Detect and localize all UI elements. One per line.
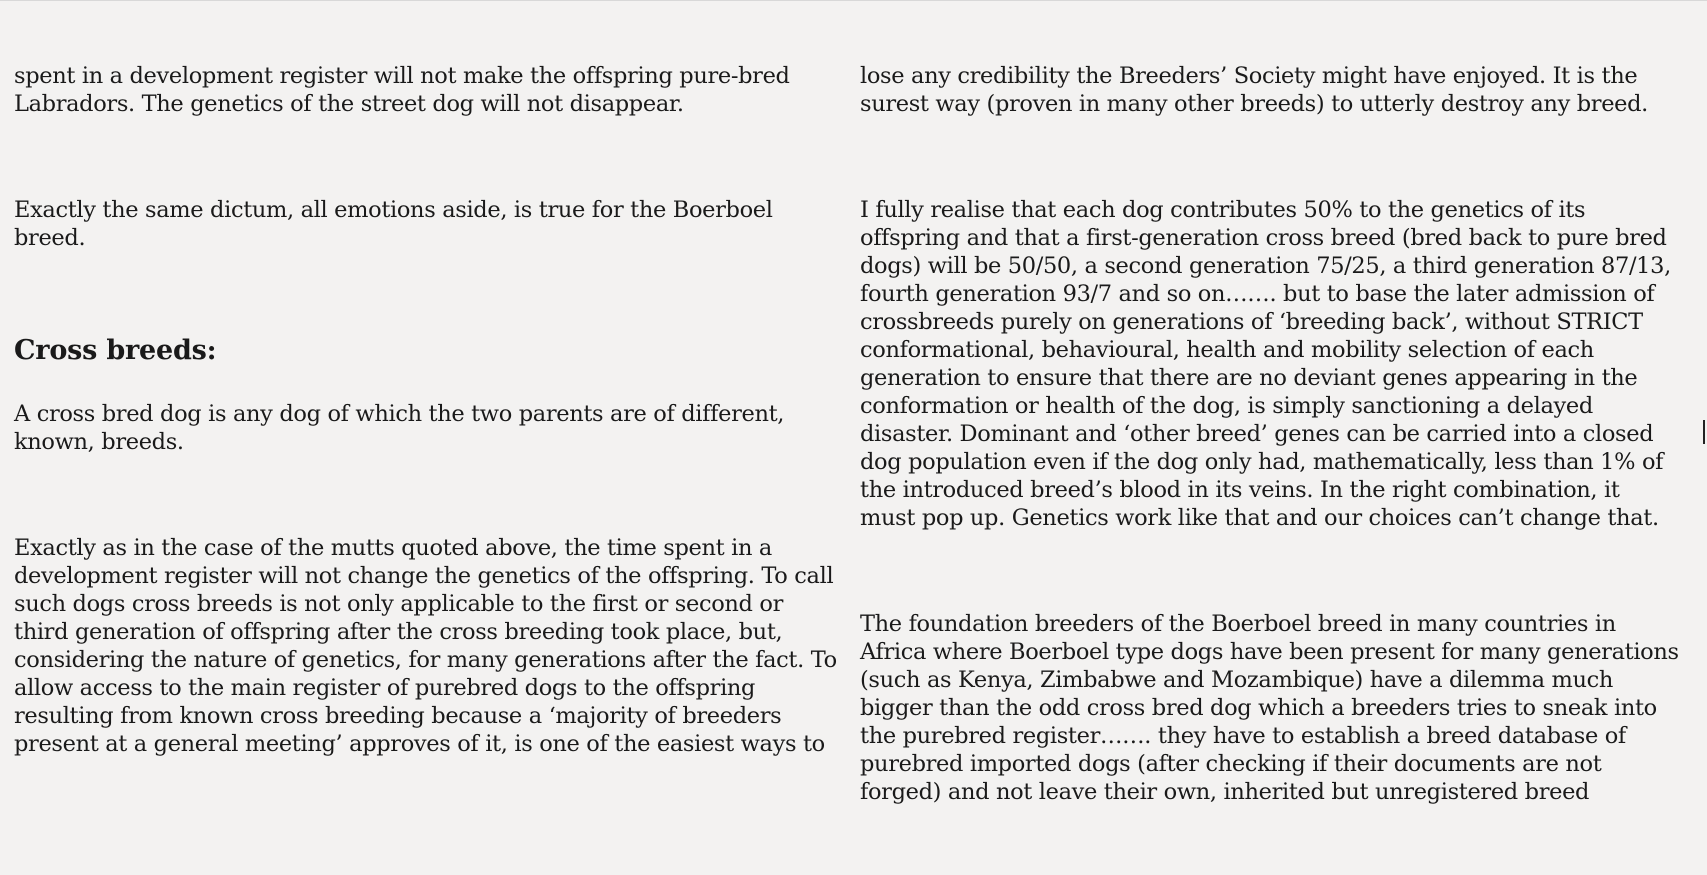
text-line: resulting from known cross breeding because a ‘majority of breeders [14,703,782,729]
text-line: such dogs cross breeds is not only applicable to the first or second or [14,591,784,617]
paragraph [14,534,844,758]
text-line: A cross bred dog is any dog of which the two parents are of different, [14,401,785,427]
paragraph [860,196,1680,532]
text-line: Exactly the same dictum, all emotions aside, is true for the Boerboel [14,197,773,223]
text-line: development register will not change the genetics of the offspring. To call [14,563,834,589]
text-cursor [1703,420,1705,444]
text-line: purebred imported dogs (after checking if their documents are not [860,751,1602,777]
text-line: conformation or health of the dog, is simply sanctioning a delayed [860,393,1593,419]
text-line: dog population even if the dog only had, mathematically, less than 1% of [860,449,1664,475]
text-line: lose any credibility the Breeders’ Society might have enjoyed. It is the [860,63,1638,89]
text-line: the introduced breed’s blood in its veins. In the right combination, it [860,477,1620,503]
text-line: allow access to the main register of purebred dogs to the offspring [14,675,756,701]
section-heading: Cross breeds: [14,335,217,366]
left-text-column [14,62,844,758]
text-line: The foundation breeders of the Boerboel breed in many countries in [860,611,1616,637]
text-line: bigger than the odd cross bred dog which a breeders tries to sneak into [860,695,1657,721]
paragraph [14,400,844,456]
text-line: crossbreeds purely on generations of ‘breeding back’, without STRICT [860,309,1643,335]
text-line: forged) and not leave their own, inherited but unregistered breed [860,779,1590,805]
text-line: the purebred register……. they have to establish a breed database of [860,723,1626,749]
text-line: fourth generation 93/7 and so on……. but to base the later admission of [860,281,1655,307]
text-line: I fully realise that each dog contributes 50% to the genetics of its [860,197,1586,223]
text-line: Exactly as in the case of the mutts quoted above, the time spent in a [14,535,772,561]
text-line: (such as Kenya, Zimbabwe and Mozambique) have a dilemma much [860,667,1614,693]
text-line: present at a general meeting’ approves of it, is one of the easiest ways to [14,731,825,757]
text-line: third generation of offspring after the cross breeding took place, but, [14,619,783,645]
text-line: offspring and that a first-generation cross breed (bred back to pure bred [860,225,1667,251]
text-line: Africa where Boerboel type dogs have been present for many generations [860,639,1679,665]
paragraph [14,196,844,252]
paragraph [860,62,1680,118]
text-line: disaster. Dominant and ‘other breed’ genes can be carried into a closed [860,421,1654,447]
text-line: conformational, behavioural, health and mobility selection of each [860,337,1594,363]
text-line: surest way (proven in many other breeds) to utterly destroy any breed. [860,91,1648,117]
text-line: breed. [14,225,86,251]
top-divider [0,0,1707,1]
text-line: considering the nature of genetics, for many generations after the fact. To [14,647,837,673]
text-line: generation to ensure that there are no deviant genes appearing in the [860,365,1638,391]
text-line: must pop up. Genetics work like that and our choices can’t change that. [860,505,1659,531]
text-line: known, breeds. [14,429,184,455]
text-line: spent in a development register will not make the offspring pure-bred [14,63,790,89]
paragraph [14,62,844,118]
paragraph [860,610,1680,806]
text-line: Labradors. The genetics of the street dog will not disappear. [14,91,684,117]
text-line: dogs) will be 50/50, a second generation 75/25, a third generation 87/13, [860,253,1671,279]
right-text-column [860,62,1680,806]
